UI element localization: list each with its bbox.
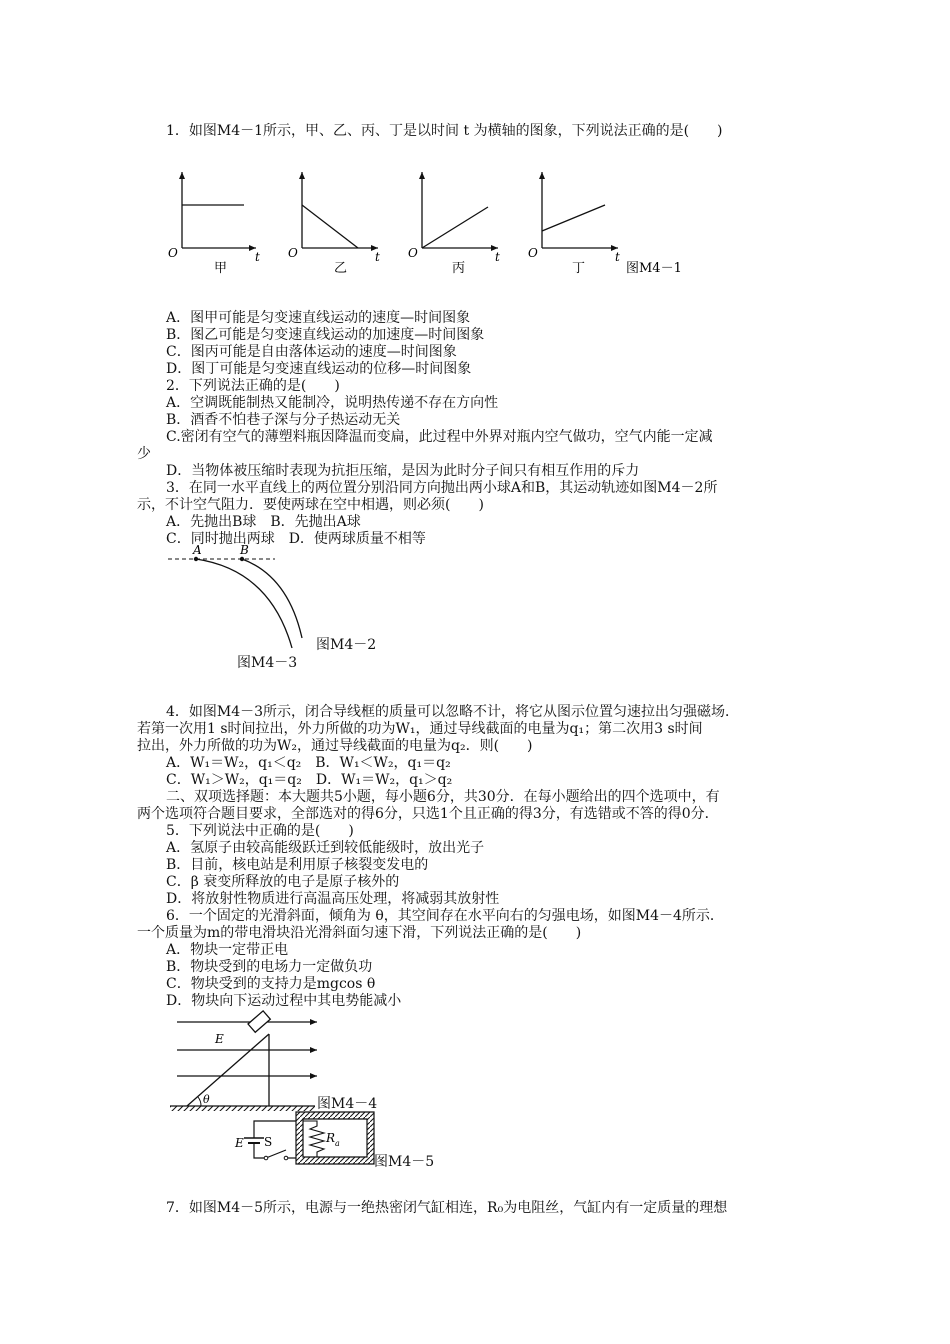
fig-m4-5-caption: 图M4－5: [374, 1154, 435, 1170]
trajectory-b: [242, 559, 302, 638]
q1-stem: 1．如图M4－1所示，甲、乙、丙、丁是以时间 t 为横轴的图象，下列说法正确的是( ): [166, 123, 723, 139]
q1-option-c: C．图丙可能是自由落体运动的速度—时间图象: [166, 344, 457, 360]
yi-label: 乙: [334, 261, 348, 276]
switch-contact-right: [284, 1156, 288, 1160]
q2-option-b: B．酒香不怕巷子深与分子热运动无关: [166, 412, 401, 428]
switch-arm: [266, 1150, 286, 1158]
point-a: [194, 557, 198, 561]
q4-options-cd: C．W₁＞W₂，q₁＝q₂ D．W₁＝W₂，q₁＞q₂: [166, 772, 453, 788]
q6-option-b: B．物块受到的电场力一定做负功: [166, 959, 373, 975]
bing-label: 丙: [452, 261, 466, 276]
bing-line: [422, 207, 488, 248]
resistor-sub-label: a: [335, 1139, 340, 1148]
angle-label: θ: [203, 1093, 210, 1106]
section2-line1: 二、双项选择题：本大题共5小题，每小题6分，共30分．在每小题给出的四个选项中，有: [166, 789, 720, 805]
q5-option-a: A．氢原子由较高能级跃迁到较低能级时，放出光子: [166, 840, 485, 856]
q6-option-a: A．物块一定带正电: [166, 942, 289, 958]
point-b-label: B: [240, 543, 249, 557]
point-b: [240, 557, 244, 561]
q2-option-d: D．当物体被压缩时表现为抗拒压缩，是因为此时分子间只有相互作用的斥力: [166, 463, 640, 479]
field-label: E: [215, 1032, 224, 1046]
wire-left: [254, 1143, 264, 1158]
q4-line3: 拉出，外力所做的功为W₂，通过导线截面的电量为q₂．则( ): [137, 738, 533, 754]
q1-option-a: A．图甲可能是匀变速直线运动的速度—时间图象: [166, 310, 471, 326]
switch-label: S: [264, 1135, 273, 1149]
q2-option-c-cont: 少: [137, 446, 151, 462]
jia-axis: t: [255, 250, 260, 264]
wire-top: [254, 1121, 296, 1138]
bing-origin: O: [408, 246, 418, 260]
source-label: E: [235, 1136, 244, 1150]
q1-option-d: D．图丁可能是匀变速直线运动的位移—时间图象: [166, 361, 472, 377]
graph-ding: [528, 172, 620, 276]
bing-axis: t: [495, 250, 500, 264]
yi-origin: O: [288, 246, 298, 260]
resistor-label: R: [326, 1131, 336, 1145]
q6-option-d: D．物块向下运动过程中其电势能减小: [166, 993, 402, 1009]
fig-m4-3-caption: 图M4－3: [237, 655, 298, 671]
fig-m4-5: [230, 1112, 390, 1168]
q1-option-b: B．图乙可能是匀变速直线运动的加速度—时间图象: [166, 327, 485, 343]
fig-m4-4: [165, 1010, 335, 1120]
q6-line1: 6．一个固定的光滑斜面，倾角为 θ，其空间存在水平向右的匀强电场，如图M4－4所示．: [166, 908, 724, 924]
switch-contact-left: [264, 1156, 268, 1160]
q7-stem: 7．如图M4－5所示，电源与一绝热密闭气缸相连，R₀为电阻丝，气缸内有一定质量的理想: [166, 1200, 728, 1216]
fig-m4-1-caption: 图M4－1: [626, 261, 682, 276]
graph-bing: [408, 172, 500, 276]
q2-option-a: A．空调既能制热又能制冷，说明热传递不存在方向性: [166, 395, 499, 411]
q6-option-c: C．物块受到的支持力是mgcos θ: [166, 976, 376, 992]
q5-option-b: B．目前，核电站是利用原子核裂变发电的: [166, 857, 429, 873]
slider-block: [248, 1011, 270, 1032]
point-a-label: A: [193, 543, 202, 557]
ding-label: 丁: [572, 261, 586, 276]
q4-line2: 若第一次用1 s时间拉出，外力所做的功为W₁，通过导线截面的电量为q₁；第二次用3 s时间: [137, 721, 703, 737]
ground-hatch: [170, 1106, 315, 1111]
incline-slope: [187, 1034, 269, 1106]
yi-axis: t: [375, 250, 380, 264]
q3-options-ab: A．先抛出B球 B．先抛出A球: [166, 514, 361, 530]
q2-stem: 2．下列说法正确的是( ): [166, 378, 340, 394]
q6-line2: 一个质量为m的带电滑块沿光滑斜面匀速下滑，下列说法正确的是( ): [137, 925, 582, 941]
jia-label: 甲: [214, 261, 228, 276]
fig-m4-4-caption: 图M4－4: [317, 1096, 378, 1112]
resistor-wire: [303, 1121, 324, 1157]
q2-option-c: C.密闭有空气的薄塑料瓶因降温而变扁，此过程中外界对瓶内空气做功，空气内能一定减: [166, 429, 713, 445]
angle-arc: [198, 1097, 201, 1106]
graph-jia: [168, 172, 260, 276]
section2-line2: 两个选项符合题目要求，全部选对的得6分，只选1个且正确的得3分，有选错或不答的得0分．: [137, 806, 719, 822]
q5-stem: 5．下列说法中正确的是( ): [166, 823, 354, 839]
q4-options-ab: A．W₁＝W₂，q₁＜q₂ B．W₁＜W₂，q₁＝q₂: [166, 755, 451, 771]
q5-option-d: D．将放射性物质进行高温高压处理，将减弱其放射性: [166, 891, 500, 907]
jia-origin: O: [168, 246, 178, 260]
q3-stem-line2: 示，不计空气阻力．要使两球在空中相遇，则必须( ): [137, 497, 484, 513]
q3-options-cd: C．同时抛出两球 D．使两球质量不相等: [166, 531, 426, 547]
ding-axis: t: [615, 250, 620, 264]
ding-line: [542, 205, 605, 231]
trajectory-a: [196, 559, 292, 648]
q4-line1: 4．如图M4－3所示，闭合导线框的质量可以忽略不计，将它从图示位置匀速拉出匀强磁场．: [166, 704, 740, 720]
q3-stem-line1: 3．在同一水平直线上的两位置分别沿同方向抛出两小球A和B，其运动轨迹如图M4－2所: [166, 480, 718, 496]
q1-figure: [160, 168, 720, 278]
fig-m4-2-caption: 图M4－2: [316, 637, 377, 653]
yi-line: [302, 205, 358, 248]
graph-yi: [288, 172, 380, 276]
ding-origin: O: [528, 246, 538, 260]
q5-option-c: C．β 衰变所释放的电子是原子核外的: [166, 874, 400, 890]
